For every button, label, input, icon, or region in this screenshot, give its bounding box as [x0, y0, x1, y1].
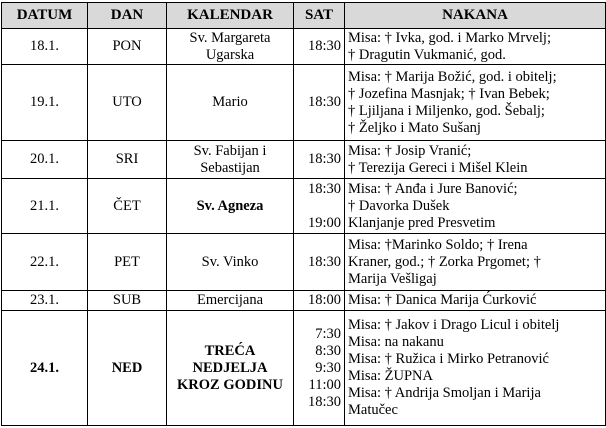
- mass-time: 18:00: [307, 291, 341, 308]
- table-row: [2, 234, 606, 290]
- intention-line: † Jozefina Masnjak; † Ivan Bebek;: [348, 85, 550, 102]
- table-row: [2, 290, 606, 310]
- intention-line: Marija Vešligaj: [348, 270, 437, 287]
- mass-time: 7:30: [315, 325, 341, 342]
- row-calendar: Sv. Fabijan i Sebastijan: [167, 141, 294, 179]
- adoration-time: 19:00: [307, 214, 341, 231]
- row-date: 24.1.: [2, 311, 88, 426]
- intention-line: Misa: † Jakov i Drago Licul i obitelj: [348, 317, 560, 334]
- row-date: 21.1.: [2, 179, 88, 234]
- row-times: [294, 28, 345, 65]
- row-calendar: Sv. Vinko: [167, 234, 294, 290]
- header-nakana: NAKANA: [345, 3, 606, 29]
- row-intentions: [345, 290, 606, 310]
- mass-time: 8:30: [315, 342, 341, 359]
- row-intentions: [345, 28, 606, 65]
- intention-line: Misa: † Josip Vranić;: [348, 142, 472, 159]
- header-datum: DATUM: [2, 3, 88, 29]
- intention-line: Matučec: [348, 402, 398, 419]
- intention-line: Misa: ŽUPNA: [348, 368, 433, 385]
- row-date: 18.1.: [2, 28, 88, 65]
- mass-time: 18:30: [307, 253, 341, 270]
- mass-time: 18:30: [307, 94, 341, 111]
- row-times: [294, 65, 345, 141]
- row-intentions: [345, 179, 606, 234]
- row-day: UTO: [88, 65, 167, 141]
- row-day: PET: [88, 234, 167, 290]
- intention-line: Misa: na nakanu: [348, 334, 444, 351]
- row-day: PON: [88, 28, 167, 65]
- intention-line: † Terezija Gereci i Mišel Klein: [348, 159, 528, 176]
- table-row: [2, 141, 606, 179]
- mass-time: 11:00: [308, 376, 341, 393]
- row-day: SRI: [88, 141, 167, 179]
- table-row: [2, 65, 606, 141]
- intention-line: Misa: † Marija Božić, god. i obitelj;: [348, 68, 557, 85]
- row-times: [294, 141, 345, 179]
- mass-time: 18:30: [307, 393, 341, 410]
- row-times: [294, 290, 345, 310]
- row-calendar: Sv. Margareta Ugarska: [167, 28, 294, 65]
- row-day: NED: [88, 311, 167, 426]
- header-dan: DAN: [88, 3, 167, 29]
- mass-time: 18:30: [307, 180, 341, 197]
- row-calendar: TREĆA NEDJELJA KROZ GODINU: [167, 311, 294, 426]
- table-row: [2, 179, 606, 234]
- intention-line: Kraner, god.; † Zorka Prgomet; †: [348, 253, 541, 270]
- row-day: ČET: [88, 179, 167, 234]
- header-row: [2, 3, 606, 29]
- intention-line: † Davorka Dušek: [348, 197, 450, 214]
- table-row: [2, 311, 606, 426]
- row-intentions: [345, 311, 606, 426]
- mass-time: 9:30: [315, 359, 341, 376]
- intention-line: Misa: † Anđa i Jure Banović;: [348, 180, 518, 197]
- mass-time: 18:30: [307, 151, 341, 168]
- row-intentions: [345, 65, 606, 141]
- row-date: 20.1.: [2, 141, 88, 179]
- row-date: 19.1.: [2, 65, 88, 141]
- mass-schedule-table: [1, 2, 606, 426]
- row-calendar: Mario: [167, 65, 294, 141]
- row-day: SUB: [88, 290, 167, 310]
- intention-line: † Ljiljana i Miljenko, god. Šebalj;: [348, 102, 545, 119]
- intention-line: † Dragutin Vukmanić, god.: [348, 46, 506, 63]
- row-intentions: [345, 234, 606, 290]
- row-date: 23.1.: [2, 290, 88, 310]
- table-row: [2, 28, 606, 65]
- mass-time: 18:30: [307, 38, 341, 55]
- header-kalendar: KALENDAR: [167, 3, 294, 29]
- row-times: [294, 179, 345, 234]
- intention-line: Klanjanje pred Presvetim: [348, 214, 496, 231]
- row-calendar: Emercijana: [167, 290, 294, 310]
- intention-line: Misa: † Ivka, god. i Marko Mrvelj;: [348, 29, 551, 46]
- row-calendar: Sv. Agneza: [167, 179, 294, 234]
- row-times: [294, 311, 345, 426]
- intention-line: † Željko i Mato Sušanj: [348, 119, 481, 136]
- time-spacer: [297, 198, 341, 215]
- row-intentions: [345, 141, 606, 179]
- row-times: [294, 234, 345, 290]
- intention-line: Misa: † Danica Marija Ćurković: [348, 291, 537, 308]
- row-date: 22.1.: [2, 234, 88, 290]
- intention-line: Misa: † Ružica i Mirko Petranović: [348, 351, 549, 368]
- intention-line: Misa: †Marinko Soldo; † Irena: [348, 236, 528, 253]
- header-sat: SAT: [294, 3, 345, 29]
- intention-line: Misa: † Andrija Smoljan i Marija: [348, 385, 541, 402]
